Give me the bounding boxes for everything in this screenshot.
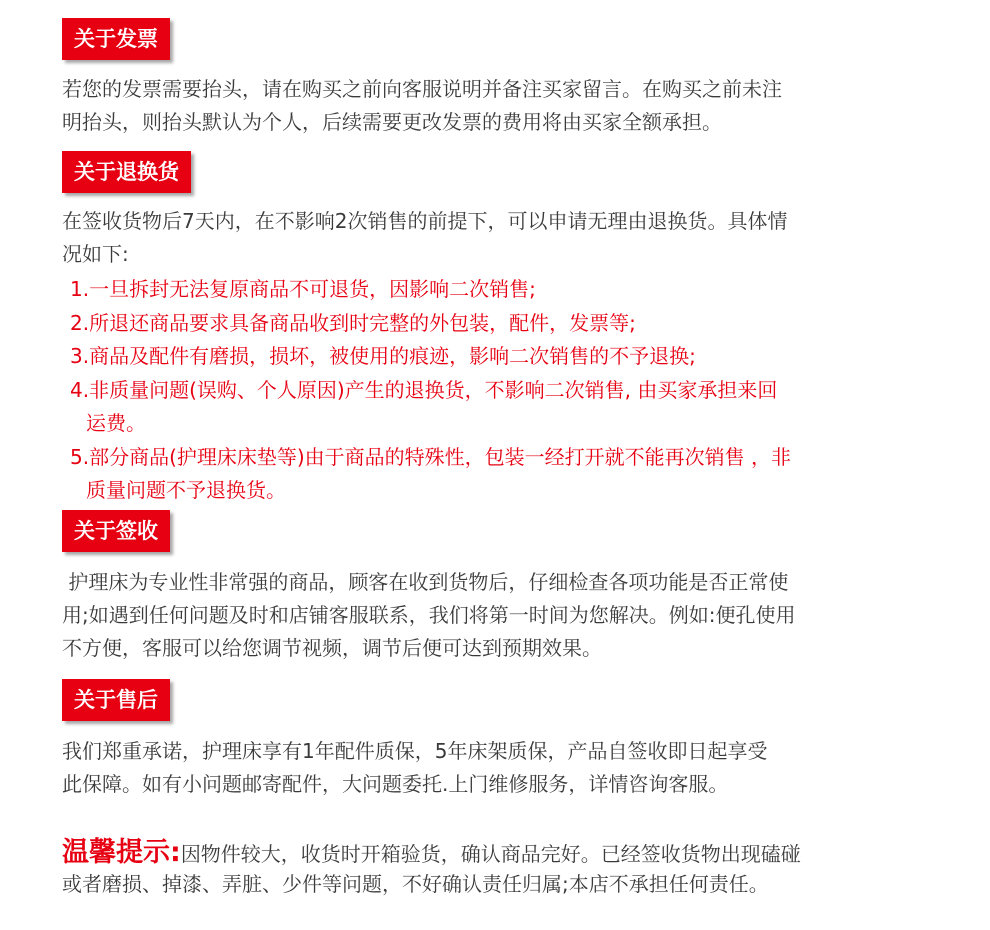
returns-rule-item-continued: 运费。 <box>86 411 146 435</box>
warm-tip-line: 或者磨损、掉漆、弄脏、少件等问题，不好确认责任归属;本店不承担任何责任。 <box>62 872 769 896</box>
receipt-line: 用;如遇到任何问题及时和店铺客服联系，我们将第一时间为您解决。例如:便孔使用 <box>62 603 796 627</box>
receipt-line: 不方便，客服可以给您调节视频，调节后便可达到预期效果。 <box>62 636 602 660</box>
returns-rule-item-continued: 质量问题不予退换货。 <box>86 478 286 502</box>
returns-rule-item: 3.商品及配件有磨损，损坏，被使用的痕迹，影响二次销售的不予退换; <box>70 344 696 368</box>
receipt-line: 护理床为专业性非常强的商品，顾客在收到货物后，仔细检查各项功能是否正常使 <box>62 570 789 594</box>
warm-tip-line <box>62 838 962 869</box>
returns-intro-line: 在签收货物后7天内，在不影响2次销售的前提下，可以申请无理由退换货。具体情 <box>62 209 788 233</box>
invoice-line: 若您的发票需要抬头，请在购买之前向客服说明并备注买家留言。在购买之前未注 <box>62 77 782 101</box>
after-sales-line: 此保障。如有小问题邮寄配件，大问题委托.上门维修服务，详情咨询客服。 <box>62 772 729 796</box>
after-sales-heading-badge: 关于售后 <box>62 679 170 721</box>
warm-tip-label: 温馨提示: <box>62 837 181 868</box>
invoice-heading-badge: 关于发票 <box>62 18 170 60</box>
returns-intro <box>62 205 932 271</box>
invoice-paragraph <box>62 73 932 139</box>
returns-heading-badge: 关于退换货 <box>62 151 191 193</box>
receipt-heading-badge: 关于签收 <box>62 510 170 552</box>
returns-intro-line: 况如下: <box>62 242 129 266</box>
returns-rule-item: 4.非质量问题(误购、个人原因)产生的退换货，不影响二次销售, 由买家承担来回 <box>70 377 778 402</box>
returns-rule-item: 1.一旦拆封无法复原商品不可退货，因影响二次销售; <box>70 277 536 301</box>
warm-tip <box>62 838 962 899</box>
invoice-line: 明抬头，则抬头默认为个人，后续需要更改发票的费用将由买家全额承担。 <box>62 110 722 134</box>
after-sales-paragraph <box>62 735 932 801</box>
returns-rule-item: 5.部分商品(护理床床垫等)由于商品的特殊性，包装一经打开就不能再次销售 ，非 <box>70 444 792 469</box>
after-sales-line: 我们郑重承诺，护理床享有1年配件质保，5年床架质保，产品自签收即日起享受 <box>62 739 768 763</box>
returns-rules-list <box>70 273 940 508</box>
returns-rule-item: 2.所退还商品要求具备商品收到时完整的外包装，配件，发票等; <box>70 310 636 335</box>
warm-tip-text: 因物件较大，收货时开箱验货，确认商品完好。已经签收货物出现磕碰 <box>180 842 801 866</box>
receipt-paragraph <box>62 566 932 665</box>
